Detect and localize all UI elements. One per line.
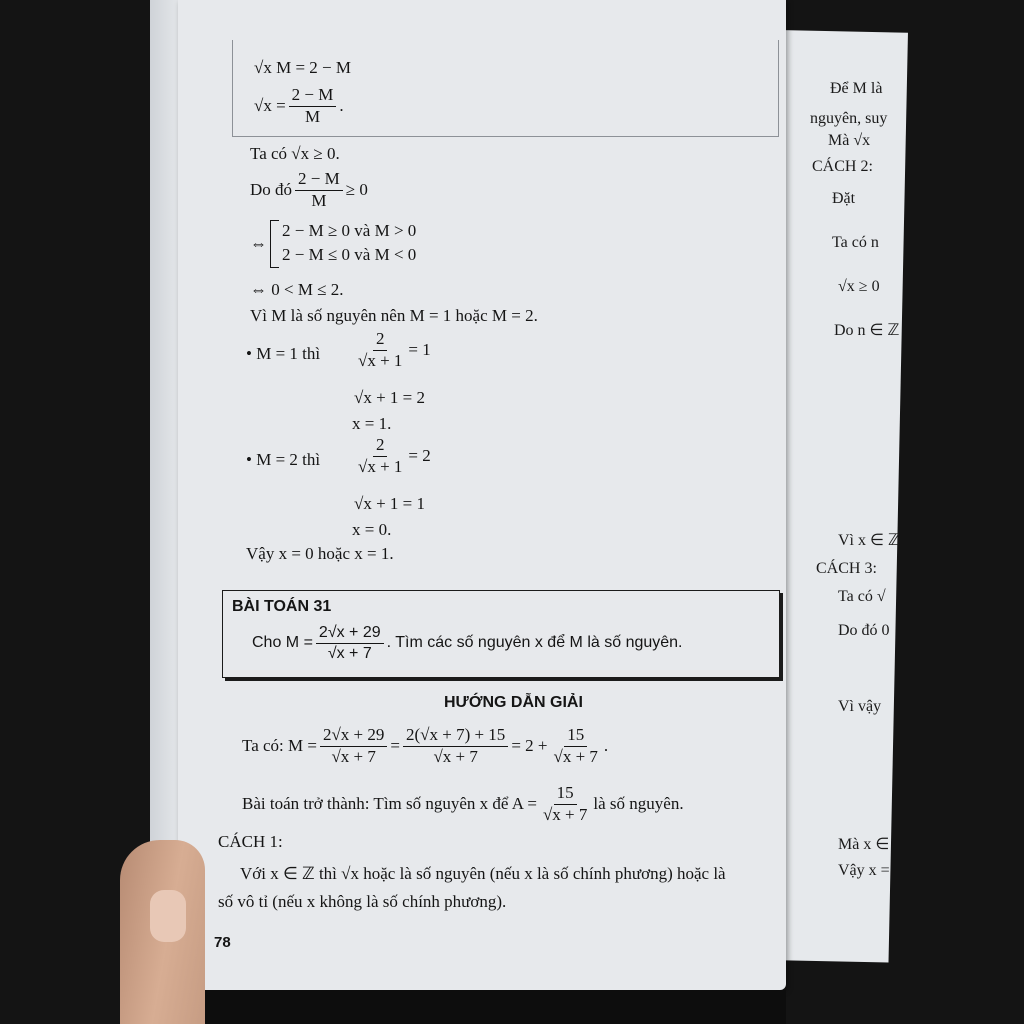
solution31-line3: Với x ∈ ℤ thì √x hoặc là số nguyên (nếu x là số chính phương) hoặc là <box>240 864 726 883</box>
facing-page-text: CÁCH 3: <box>816 560 877 577</box>
denominator: √x + 7 <box>433 746 478 766</box>
solution-heading: HƯỚNG DẪN GIẢI <box>444 694 583 711</box>
text: Do đó <box>250 180 293 200</box>
facing-page-text: Ta có √ <box>838 588 886 605</box>
solution30-conclusion: Vậy x = 0 hoặc x = 1. <box>246 544 394 563</box>
numerator: 2 − M <box>289 86 337 107</box>
facing-page-text: Vậy x = <box>838 862 890 879</box>
box30-line2-lhs: √x = <box>254 96 286 116</box>
case2-label: • M = 2 thì <box>246 450 321 469</box>
numerator: 2√x + 29 <box>316 624 384 644</box>
solution31-line2 <box>242 784 684 824</box>
numerator: 15 <box>564 726 587 747</box>
text: . Tìm các số nguyên x để M là số nguyên. <box>386 634 683 652</box>
punctuation: . <box>603 736 609 756</box>
solution31-line1 <box>242 726 608 766</box>
numerator: 2√x + 29 <box>320 726 387 747</box>
solution30-line5: Vì M là số nguyên nên M = 1 hoặc M = 2. <box>250 306 538 325</box>
facing-page-text: Mà √x <box>828 132 871 149</box>
case2-step2: x = 0. <box>352 520 392 539</box>
denominator: M <box>311 190 327 210</box>
fraction <box>289 86 337 126</box>
facing-page-text: Mà x ∈ <box>838 836 890 853</box>
fraction <box>320 726 387 766</box>
box30-line2 <box>254 86 344 126</box>
denominator: √x + 7 <box>327 644 372 662</box>
problem-31-title: BÀI TOÁN 31 <box>232 598 332 615</box>
equivalence-arrow: ⇔ <box>250 234 267 253</box>
text: là số nguyên. <box>593 794 684 814</box>
page-number: 78 <box>214 934 231 951</box>
facing-page-text: Đặt <box>832 190 856 207</box>
numerator: 2 <box>373 436 388 457</box>
text: = <box>390 736 400 756</box>
facing-page-text: CÁCH 2: <box>812 158 873 175</box>
facing-page-text: Ta có n <box>832 234 879 251</box>
case1-step1: √x + 1 = 2 <box>354 388 426 407</box>
solution30-line2 <box>250 170 368 210</box>
denominator: √x + 7 <box>331 746 376 766</box>
facing-page-text: nguyên, suy <box>810 110 888 127</box>
numerator: 2 <box>373 330 388 351</box>
denominator: √x + 1 <box>358 456 403 476</box>
text: = 1 <box>408 340 431 360</box>
system-line-b: 2 − M ≤ 0 và M < 0 <box>282 245 417 264</box>
facing-page-text: Vì x ∈ ℤ <box>838 532 900 549</box>
box30-line1: √x M = 2 − M <box>254 58 351 77</box>
denominator: M <box>304 106 321 126</box>
system-line-a: 2 − M ≥ 0 và M > 0 <box>282 221 417 240</box>
facing-page-text: Vì vậy <box>838 698 882 715</box>
text: = 2 <box>408 446 431 466</box>
solution31-line4: số vô tỉ (nếu x không là số chính phương). <box>218 892 507 911</box>
punctuation: . <box>339 96 344 116</box>
text: Bài toán trở thành: Tìm số nguyên x để A = <box>242 794 537 814</box>
book-shadow <box>178 990 786 1024</box>
text: = 2 + <box>511 736 548 756</box>
denominator: √x + 7 <box>542 804 588 824</box>
numerator: 2 − M <box>295 170 343 191</box>
fraction <box>316 624 384 662</box>
fraction <box>551 726 601 766</box>
facing-page-text: Do đó 0 <box>838 622 890 639</box>
numerator: 2(√x + 7) + 15 <box>403 726 508 747</box>
method-1-heading: CÁCH 1: <box>218 832 283 851</box>
case1-equation <box>352 330 431 370</box>
text: Ta có: M = <box>242 736 317 756</box>
system-bracket <box>270 220 279 268</box>
fraction <box>355 330 405 370</box>
denominator: √x + 1 <box>358 350 403 370</box>
problem-31-statement <box>252 624 683 662</box>
denominator: √x + 7 <box>553 746 598 766</box>
case2-step1: √x + 1 = 1 <box>354 494 426 513</box>
fraction <box>403 726 508 766</box>
text: Cho M = <box>252 634 313 652</box>
thumbnail <box>150 890 186 942</box>
facing-page-text: √x ≥ 0 <box>838 278 880 295</box>
text: ≥ 0 <box>345 180 368 200</box>
case2-equation <box>352 436 431 476</box>
fraction <box>295 170 343 210</box>
fraction <box>540 784 590 824</box>
numerator: 15 <box>554 784 577 805</box>
case1-step2: x = 1. <box>352 414 392 433</box>
solution30-line4: ⇔ 0 < M ≤ 2. <box>250 280 344 299</box>
solution30-line1: Ta có √x ≥ 0. <box>250 144 340 163</box>
facing-page-text: Để M là <box>830 80 883 97</box>
fraction <box>355 436 405 476</box>
case1-label: • M = 1 thì <box>246 344 321 363</box>
facing-page-text: Do n ∈ ℤ <box>834 322 900 339</box>
